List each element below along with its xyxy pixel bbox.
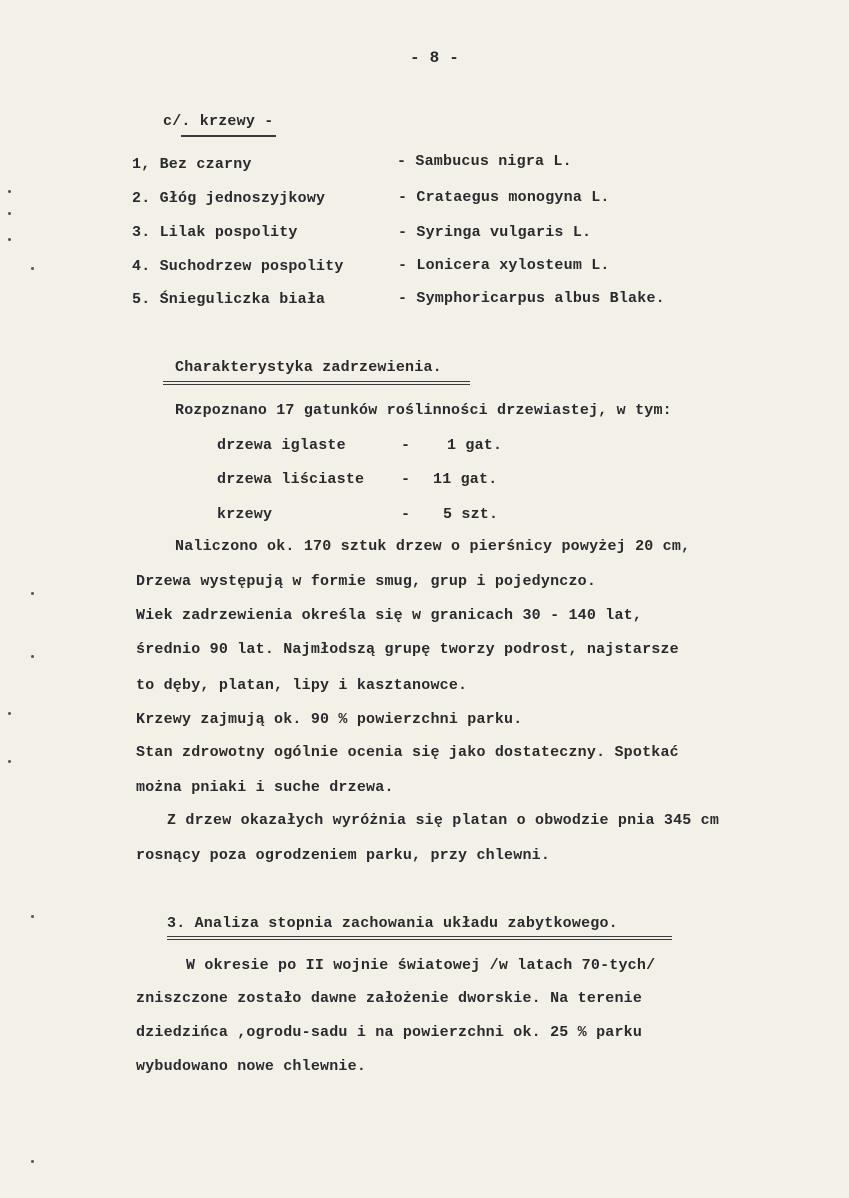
shrubs-heading: c/. krzewy - — [163, 113, 274, 130]
paragraph-line: rosnący poza ogrodzeniem parku, przy chlewni. — [136, 847, 551, 864]
shrub-polish-name: 4. Suchodrzew pospolity — [132, 258, 344, 275]
shrub-latin-name: - Crataegus monogyna L. — [398, 189, 610, 206]
count-label: krzewy — [217, 506, 273, 523]
count-label: drzewa liściaste — [217, 471, 365, 488]
characteristics-intro: Rozpoznano 17 gatunków roślinności drzewiastej, w tym: — [175, 402, 672, 419]
count-dash: - — [401, 437, 411, 454]
paragraph-line: Z drzew okazałych wyróżnia się platan o obwodzie pnia 345 cm — [167, 812, 720, 829]
paragraph-line: zniszczone zostało dawne założenie dworskie. Na terenie — [136, 990, 643, 1007]
count-dash: - — [401, 471, 411, 488]
paragraph-line: Drzewa występują w formie smug, grup i pojedynczo. — [136, 573, 597, 590]
shrub-latin-name: - Lonicera xylosteum L. — [398, 257, 610, 274]
scan-speck — [8, 760, 11, 763]
paragraph-line: Krzewy zajmują ok. 90 % powierzchni parku. — [136, 711, 523, 728]
characteristics-heading-underline — [163, 381, 470, 385]
shrub-latin-name: - Sambucus nigra L. — [397, 153, 572, 170]
count-value: 5 szt. — [443, 506, 499, 523]
scan-speck — [8, 238, 11, 241]
shrub-polish-name: 2. Głóg jednoszyjkowy — [132, 190, 326, 207]
scan-speck — [8, 212, 11, 215]
scan-speck — [8, 712, 11, 715]
scan-speck — [31, 655, 34, 658]
scan-speck — [31, 592, 34, 595]
paragraph-line: Wiek zadrzewienia określa się w granicach 30 - 140 lat, — [136, 607, 643, 624]
paragraph-line: Naliczono ok. 170 sztuk drzew o pierśnicy powyżej 20 cm, — [175, 538, 691, 555]
count-label: drzewa iglaste — [217, 437, 346, 454]
count-dash: - — [401, 506, 411, 523]
paragraph-line: średnio 90 lat. Najmłodszą grupę tworzy podrost, najstarsze — [136, 641, 679, 658]
paragraph-line: wybudowano nowe chlewnie. — [136, 1058, 367, 1075]
page-number: - 8 - — [410, 49, 460, 67]
shrub-polish-name: 1, Bez czarny — [132, 156, 252, 173]
scan-speck — [8, 190, 11, 193]
paragraph-line: to dęby, platan, lipy i kasztanowce. — [136, 677, 468, 694]
count-value: 1 gat. — [447, 437, 503, 454]
scan-speck — [31, 267, 34, 270]
shrub-polish-name: 5. Śnieguliczka biała — [132, 291, 326, 308]
paragraph-line: W okresie po II wojnie światowej /w latach 70-tych/ — [186, 957, 656, 974]
shrub-latin-name: - Syringa vulgaris L. — [398, 224, 592, 241]
paragraph-line: można pniaki i suche drzewa. — [136, 779, 394, 796]
paragraph-line: Stan zdrowotny ogólnie ocenia się jako dostateczny. Spotkać — [136, 744, 679, 761]
characteristics-heading: Charakterystyka zadrzewienia. — [175, 359, 442, 376]
count-value: 11 gat. — [433, 471, 498, 488]
scan-speck — [31, 915, 34, 918]
shrub-polish-name: 3. Lilak pospolity — [132, 224, 298, 241]
scan-speck — [31, 1160, 34, 1163]
shrub-latin-name: - Symphoricarpus albus Blake. — [398, 290, 665, 307]
paragraph-line: dziedzińca ,ogrodu-sadu i na powierzchni ok. 25 % parku — [136, 1024, 643, 1041]
shrubs-heading-underline — [181, 135, 276, 137]
analysis-heading-underline — [167, 936, 672, 940]
analysis-heading: 3. Analiza stopnia zachowania układu zabytkowego. — [167, 915, 618, 932]
